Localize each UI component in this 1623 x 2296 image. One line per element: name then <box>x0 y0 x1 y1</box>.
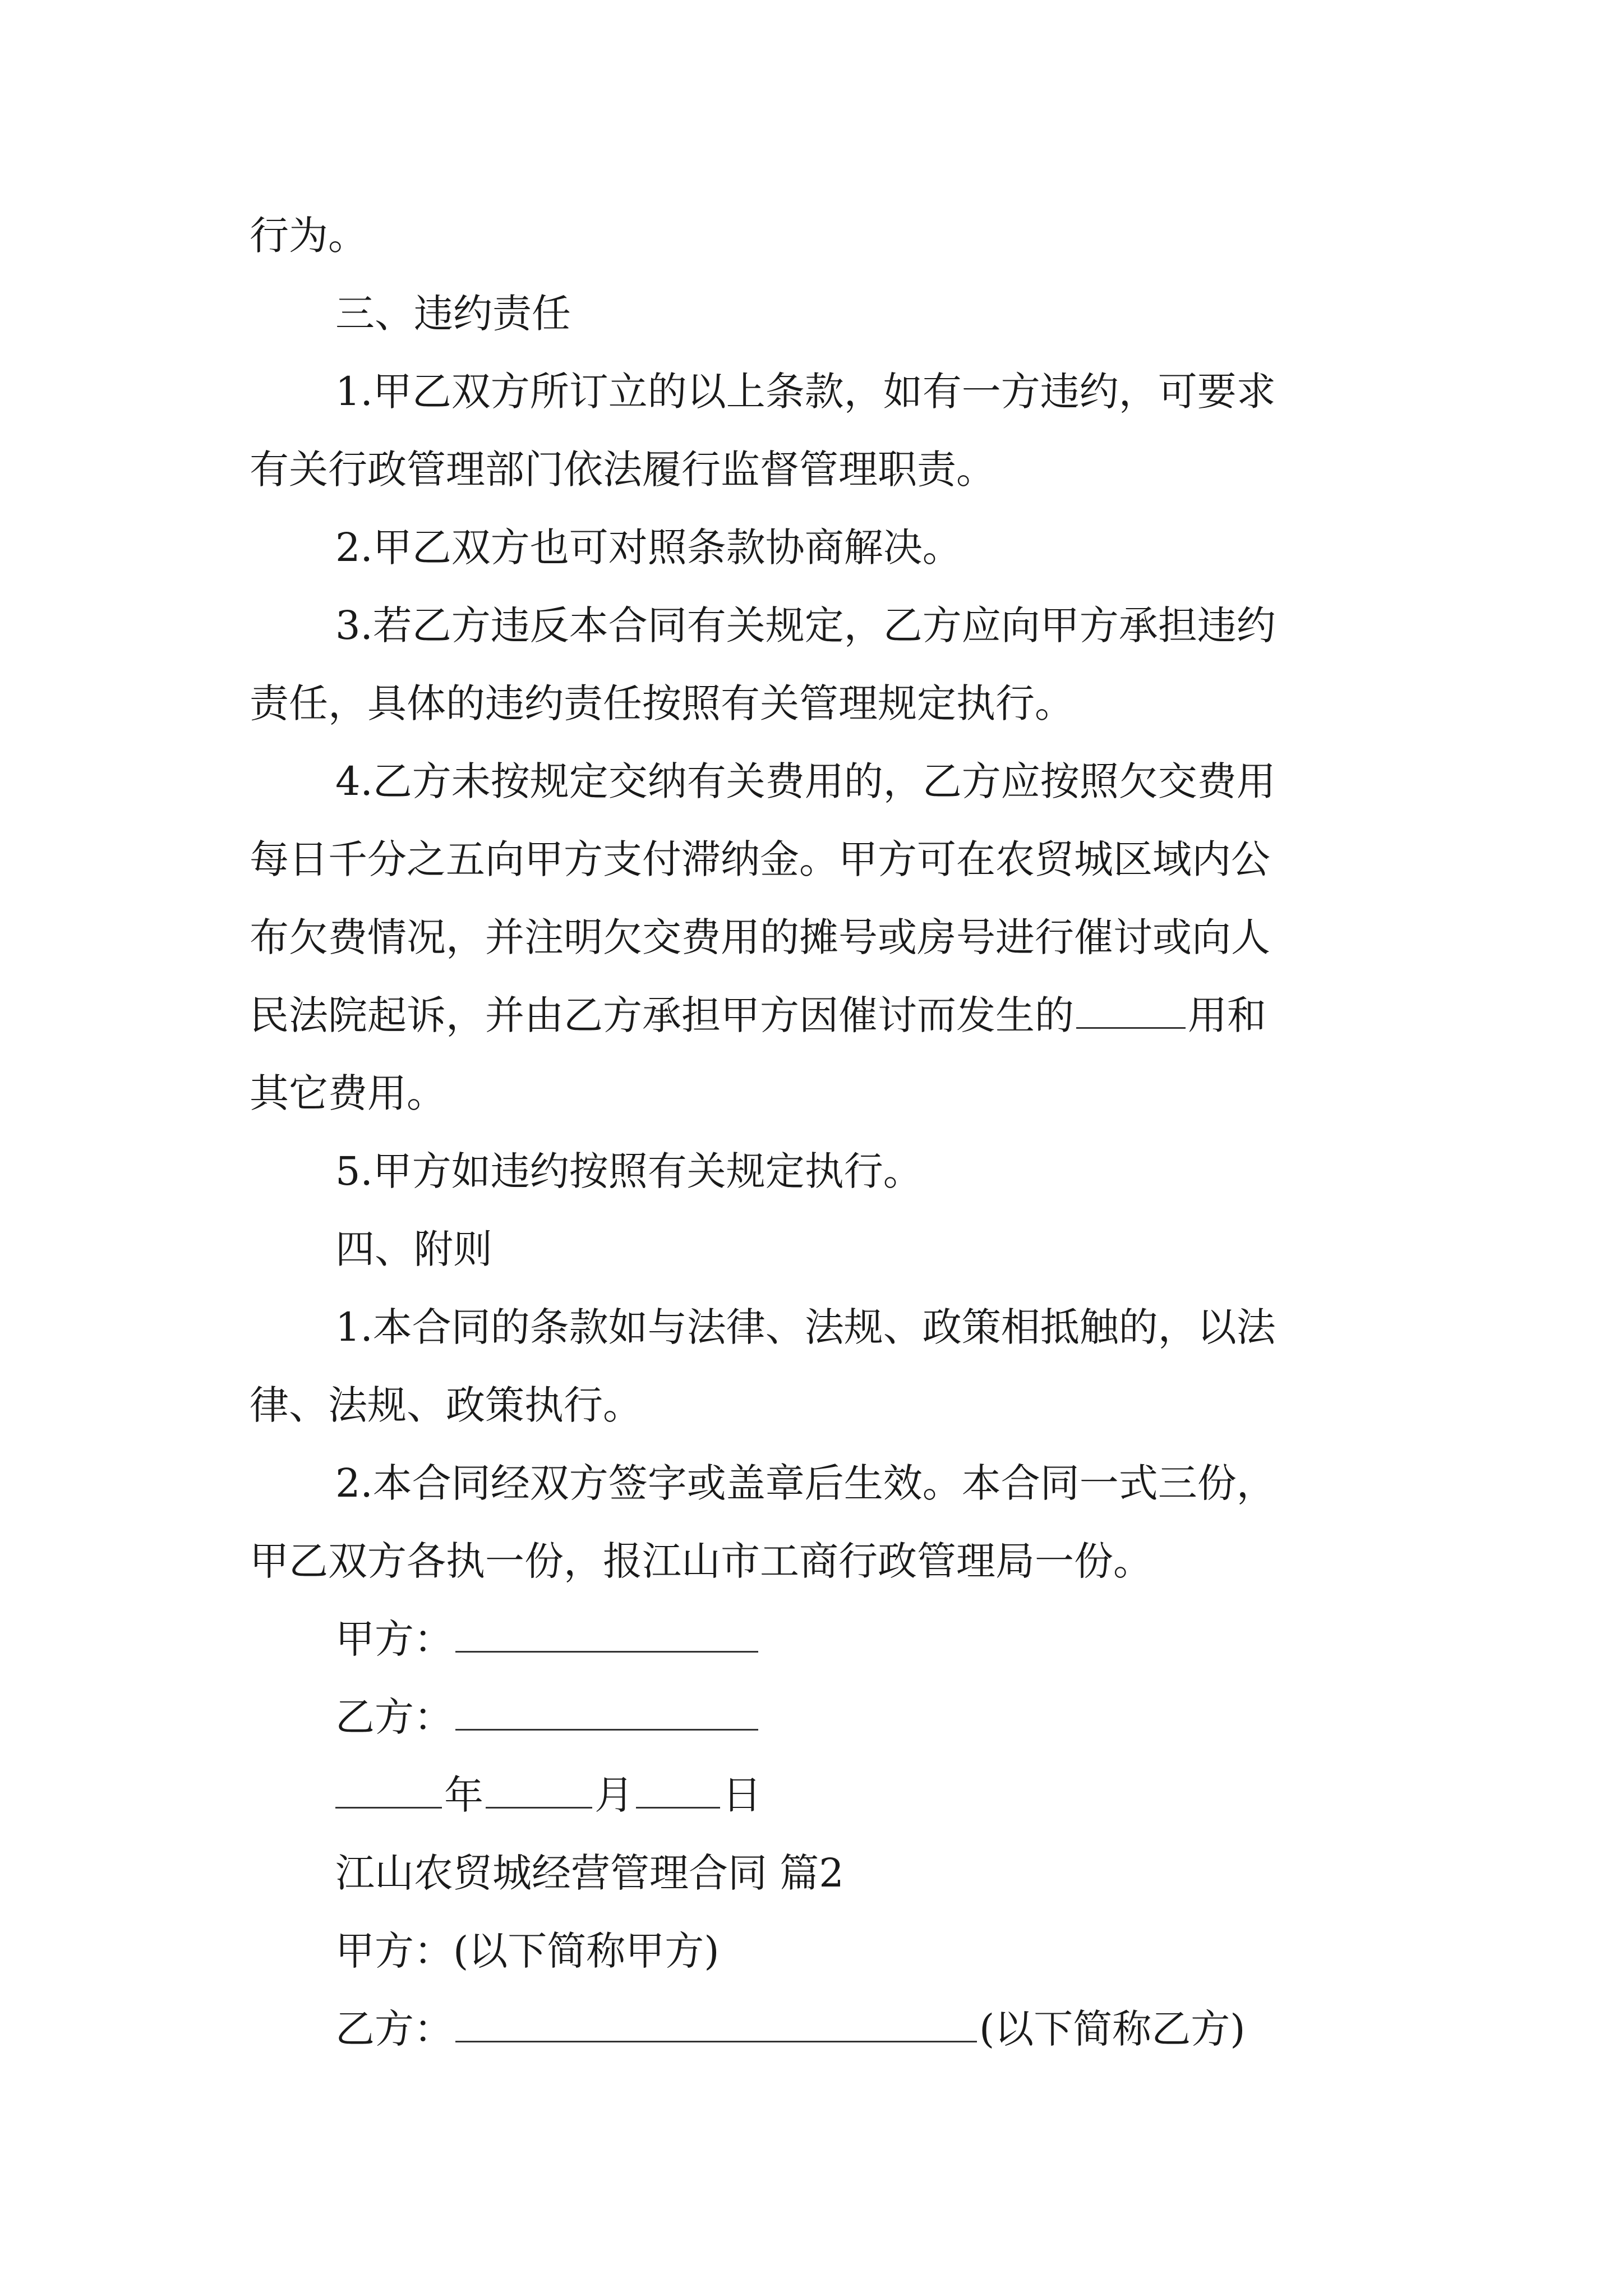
party-b-blank[interactable] <box>455 1695 758 1731</box>
party-b-signature-line <box>335 1692 1485 1742</box>
party-b-note: (以下简称乙方) <box>979 2006 1246 2052</box>
clause-text: 责任，具体的违约责任按照有关管理规定执行。 <box>250 680 1074 726</box>
clause-text: 4.乙方未按规定交纳有关费用的，乙方应按照欠交费用 <box>335 758 1276 804</box>
clause-text: 1.甲乙双方所订立的以上条款，如有一方违约，可要求 <box>335 369 1276 415</box>
clause-text: 3.若乙方违反本合同有关规定，乙方应向甲方承担违约 <box>335 602 1276 648</box>
party-a-blank[interactable] <box>455 1617 758 1653</box>
party-b-name-blank[interactable] <box>455 2007 977 2042</box>
clause-text: 律、法规、政策执行。 <box>250 1382 642 1428</box>
section-heading: 三、违约责任 <box>335 291 571 337</box>
date-line <box>335 1770 1485 1820</box>
party-a-label: 甲方： <box>335 1616 453 1662</box>
year-label: 年 <box>444 1772 483 1818</box>
party-b-label: 乙方： <box>335 2006 453 2052</box>
clause-text: 5.甲方如违约按照有关规定执行。 <box>335 1148 923 1194</box>
clause-text: 甲乙双方各执一份，报江山市工商行政管理局一份。 <box>250 1538 1152 1584</box>
clause-text: 每日千分之五向甲方支付滞纳金。甲方可在农贸城区域内公 <box>250 836 1270 882</box>
clause-text: 布欠费情况，并注明欠交费用的摊号或房号进行催讨或向人 <box>250 914 1270 960</box>
clause-text: 有关行政管理部门依法履行监督管理职责。 <box>250 447 995 493</box>
clause-text: 2.甲乙双方也可对照条款协商解决。 <box>335 524 962 570</box>
clause-text: 2.本合同经双方签字或盖章后生效。本合同一式三份， <box>335 1460 1276 1506</box>
month-label: 月 <box>594 1772 634 1818</box>
clause-text: 用和 <box>1188 992 1266 1038</box>
party-a-signature-line <box>335 1614 1485 1664</box>
year-blank[interactable] <box>335 1773 442 1809</box>
day-blank[interactable] <box>636 1773 720 1809</box>
fill-blank[interactable] <box>1076 993 1186 1029</box>
month-blank[interactable] <box>486 1773 592 1809</box>
text-line: 行为。 <box>250 213 367 259</box>
contract-title: 江山农贸城经营管理合同 篇2 <box>335 1850 844 1896</box>
clause-text: 1.本合同的条款如与法律、法规、政策相抵触的，以法 <box>335 1304 1276 1350</box>
day-label: 日 <box>722 1772 762 1818</box>
party-b-label: 乙方： <box>335 1694 453 1740</box>
clause-text: 其它费用。 <box>250 1070 446 1116</box>
party-b-line <box>335 2004 1485 2054</box>
party-a-line: 甲方：(以下简称甲方) <box>335 1928 720 1974</box>
section-heading: 四、附则 <box>335 1226 492 1272</box>
clause-text-with-blank <box>250 990 1399 1041</box>
clause-text: 民法院起诉，并由乙方承担甲方因催讨而发生的 <box>250 992 1074 1038</box>
